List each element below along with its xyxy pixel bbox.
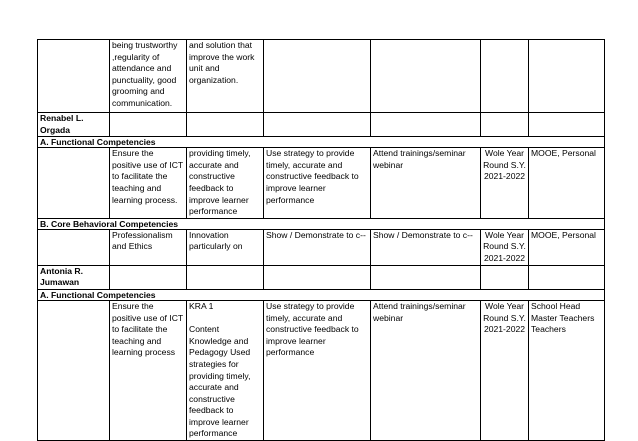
section-heading: B. Core Behavioral Competencies <box>38 218 605 229</box>
objective-cell: providing timely, accurate and constructive feedback to improve learner performance <box>187 148 264 219</box>
development-plan-table <box>37 39 605 441</box>
timeline-cell: Wole Year Round S.Y. 2021-2022 <box>481 229 529 265</box>
employee-name: Renabel L. Orgada <box>38 113 110 137</box>
competency-cell: Professionalism and Ethics <box>110 229 187 265</box>
table-row <box>38 300 605 440</box>
resources-cell: MOOE, Personal <box>529 148 605 219</box>
resources-cell: MOOE, Personal <box>529 229 605 265</box>
table-row <box>38 265 605 289</box>
objective-cell <box>187 300 264 440</box>
table-row <box>38 229 605 265</box>
intervention-cell: Attend trainings/seminar webinar <box>371 148 481 219</box>
competency-cell: being trustworthy ,regularity of attendance and punctuality, good grooming and communication. <box>110 40 187 113</box>
intervention-cell: Show / Demonstrate to c-- <box>371 229 481 265</box>
section-heading: A. Functional Competencies <box>38 289 605 300</box>
table-row <box>38 148 605 219</box>
table-row <box>38 113 605 137</box>
section-row <box>38 137 605 148</box>
competency-cell: Ensure the positive use of ICT to facilitate the teaching and learning process <box>110 300 187 440</box>
section-row <box>38 218 605 229</box>
section-row <box>38 289 605 300</box>
timeline-cell: Wole Year Round S.Y. 2021-2022 <box>481 148 529 219</box>
objective-cell: and solution that improve the work unit and organization. <box>187 40 264 113</box>
action-cell: Use strategy to provide timely, accurate and constructive feedback to improve learner performance <box>264 148 371 219</box>
intervention-cell: Attend trainings/seminar webinar <box>371 300 481 440</box>
competency-cell: Ensure the positive use of ICT to facilitate the teaching and learning process. <box>110 148 187 219</box>
employee-name: Antonia R. Jumawan <box>38 265 110 289</box>
action-cell: Show / Demonstrate to c-- <box>264 229 371 265</box>
resources-cell: School Head Master Teachers Teachers <box>529 300 605 440</box>
section-heading: A. Functional Competencies <box>38 137 605 148</box>
timeline-cell: Wole Year Round S.Y. 2021-2022 <box>481 300 529 440</box>
table-row <box>38 40 605 113</box>
action-cell: Use strategy to provide timely, accurate and constructive feedback to improve learner performance <box>264 300 371 440</box>
kra-label: KRA 1 <box>189 300 214 311</box>
objective-cell: Innovation particularly on <box>187 229 264 265</box>
objective-text: Content Knowledge and Pedagogy Used strategies for providing timely, accurate and constructive feedback to improve learner performance <box>189 324 251 439</box>
